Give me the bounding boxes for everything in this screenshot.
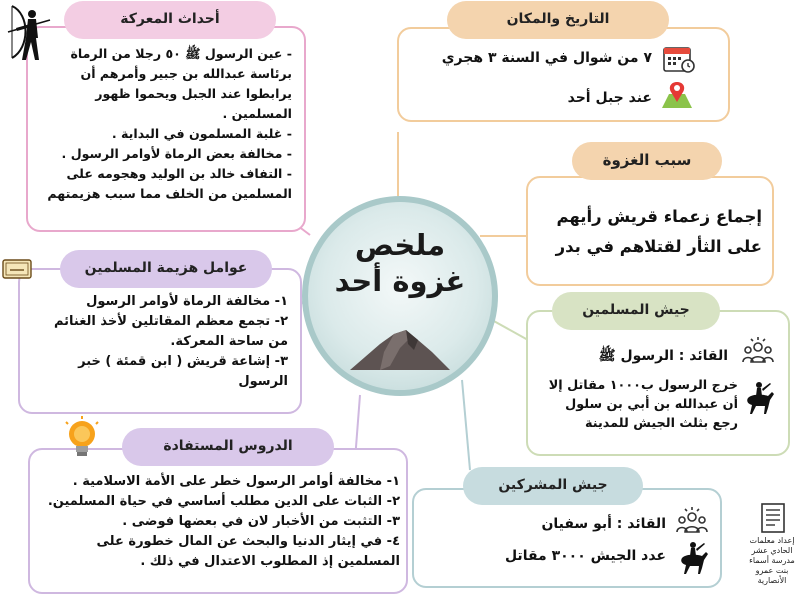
lessons-list (40, 472, 400, 572)
people-icon (676, 506, 708, 540)
lesson-item: ٣- التثبت من الأخبار لان في بعضها فوضى . (122, 514, 400, 529)
defeat-factor-item: ١- مخالفة الرماة لأوامر الرسول (86, 294, 288, 309)
document-icon (760, 502, 786, 538)
cause-title: سبب الغزوة (572, 142, 722, 180)
lesson-item: ١- مخالفة أوامر الرسول خطر على الأمة الاسلامية . (72, 474, 400, 489)
cause-text: إجماع زعماء قريش رأيهم على الثأر لقتلاهم في بدر (555, 207, 762, 256)
muslim-army-leader: القائد : الرسول ﷺ (598, 348, 728, 364)
horse-rider-icon (742, 380, 776, 420)
credits-line: الأنصارية (757, 576, 787, 585)
lesson-item: ٢- الثبات على الدين مطلب أساسي في حياة المسلمين. (47, 494, 400, 509)
event-item: - غلبة المسلمون في البداية . (111, 126, 292, 141)
mountain-icon (350, 326, 450, 370)
place-text: عند جبل أحد (567, 90, 652, 106)
credits-line: مدرسة أسماء (749, 556, 795, 565)
calendar-icon (662, 44, 696, 78)
defeat-factors-list (32, 292, 288, 392)
event-item: - عين الرسول ﷺ ٥٠ رجلا من الرماة برئاسة عبدالله بن جبير وأمرهم أن يرابطوا عند الجبل ويحموا ظهور المسلمين . (70, 46, 292, 121)
events-list (34, 44, 292, 204)
polytheist-army-title: جيش المشركين (463, 467, 643, 505)
defeat-factor-item: ٣- إشاعة قريش ( ابن قمئة ) خبر الرسول (78, 354, 288, 389)
credits (744, 536, 800, 586)
center-title-line2: غزوة أحد (334, 264, 466, 298)
credits-line: بنت عمرو (755, 566, 789, 575)
lightbulb-icon (62, 416, 102, 466)
horse-rider-icon (676, 540, 710, 580)
muslim-army-title: جيش المسلمين (552, 292, 720, 330)
event-item: - مخالفة بعض الرماة لأوامر الرسول . (61, 146, 292, 161)
date-place-title: التاريخ والمكان (447, 1, 669, 39)
event-item: - التفاف خالد بن الوليد وهجومه على المسلمين من الخلف مما سبب هزيمتهم (47, 166, 292, 201)
center-title-circle (302, 196, 498, 396)
muslim-army-details: خرج الرسول ب١٠٠٠ مقاتل إلا أن عبدالله بن أبي بن سلول رجع بثلث الجيش للمدينة (548, 378, 738, 431)
credits-line: الحادي عشر (751, 546, 793, 555)
map-pin-icon (660, 80, 694, 114)
defeat-factor-item: ٢- تجمع معظم المقاتلين لأخذ الغنائم من ساحة المعركة. (53, 314, 288, 349)
archer-icon (2, 2, 54, 68)
center-title-line1: ملخص (354, 228, 446, 262)
polytheist-army-leader: القائد : أبو سفيان (541, 516, 666, 532)
lesson-item: ٤- في إيثار الدنيا والبحث عن المال خطورة على المسلمين إذ المطلوب الاعتدال في ذلك . (96, 534, 400, 569)
people-icon (742, 336, 774, 370)
sign-icon (2, 258, 32, 284)
events-title: أحداث المعركة (64, 1, 276, 39)
defeat-factors-title: عوامل هزيمة المسلمين (60, 250, 272, 288)
lessons-title: الدروس المستفادة (122, 428, 334, 466)
credits-line: إعداد معلمات (749, 536, 795, 545)
polytheist-army-count: عدد الجيش ٣٠٠٠ مقاتل (504, 548, 666, 564)
date-text: ٧ من شوال في السنة ٣ هجري (441, 50, 652, 66)
